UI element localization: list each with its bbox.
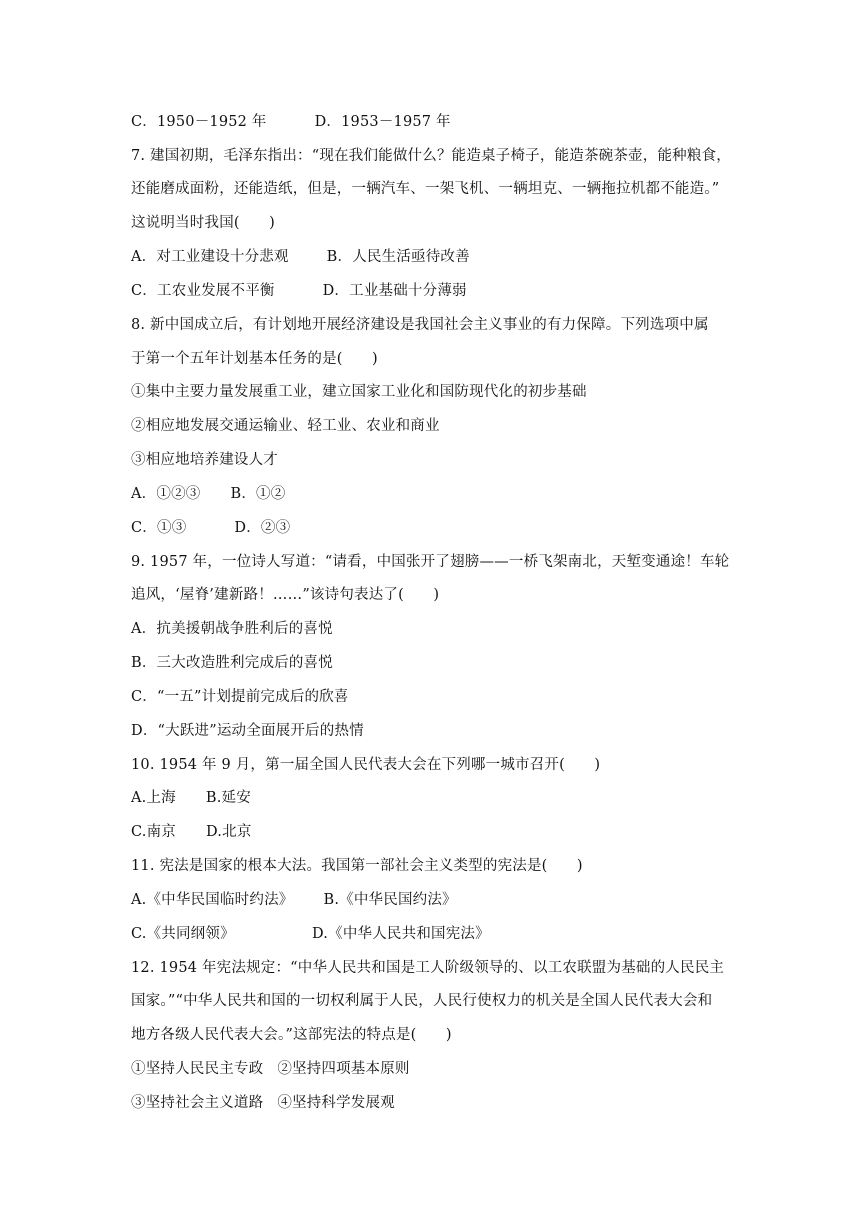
q7-option-d: D．工业基础十分薄弱 xyxy=(322,283,467,299)
q7-option-c: C．工农业发展不平衡 xyxy=(131,283,275,299)
q12-stem-line-1: 12. 1954 年宪法规定：“中华人民共和国是工人阶级领导的、以工农联盟为基础的人民民主 xyxy=(131,960,725,976)
q6-option-d: D．1953－1957 年 xyxy=(314,114,451,130)
q9-option-c: C．“一五”计划提前完成后的欣喜 xyxy=(131,689,349,705)
q7-option-a: A．对工业建设十分悲观 xyxy=(131,249,289,265)
q7-stem-line-3: 这说明当时我国( ) xyxy=(131,215,276,231)
q10-options-row-2 xyxy=(131,822,731,842)
q12-item-2: ②坚持四项基本原则 xyxy=(277,1061,410,1077)
q11-options-row-2 xyxy=(131,924,731,944)
q12-stem-line-2: 国家。”“中华人民共和国的一切权利属于人民，人民行使权力的机关是全国人民代表大会和 xyxy=(131,993,713,1009)
q12-items-row-1 xyxy=(131,1059,731,1079)
q8-options-row-2 xyxy=(131,518,731,538)
q8-option-a: A．①②③ xyxy=(131,486,201,502)
q9-option-d: D．“大跃进”运动全面展开后的热情 xyxy=(131,723,364,739)
q12-item-4: ④坚持科学发展观 xyxy=(277,1095,395,1111)
q12-item-1: ①坚持人民民主专政 xyxy=(131,1061,264,1077)
q7-stem-line-1: 7. 建国初期，毛泽东指出：“现在我们能做什么？能造桌子椅子，能造茶碗茶壶，能种粮食， xyxy=(131,148,731,164)
q11-option-c: C.《共同纲领》 xyxy=(131,926,235,942)
q11-option-d: D.《中华人民共和国宪法》 xyxy=(312,926,490,942)
q8-options-row-1 xyxy=(131,484,731,504)
q8-stem-line-1: 8. 新中国成立后，有计划地开展经济建设是我国社会主义事业的有力保障。下列选项中属 xyxy=(131,317,709,333)
q7-options-row-2 xyxy=(131,281,731,301)
q12-stem-line-3: 地方各级人民代表大会。”这部宪法的特点是( ) xyxy=(131,1027,452,1043)
q8-item-1: ①集中主要力量发展重工业，建立国家工业化和国防现代化的初步基础 xyxy=(131,384,587,400)
q11-stem: 11. 宪法是国家的根本大法。我国第一部社会主义类型的宪法是( ) xyxy=(131,858,583,874)
q7-stem-line-2: 还能磨成面粉，还能造纸，但是，一辆汽车、一架飞机、一辆坦克、一辆拖拉机都不能造。” xyxy=(131,181,720,197)
q6-option-c: C．1950－1952 年 xyxy=(131,114,267,130)
q8-stem-line-2: 于第一个五年计划基本任务的是( ) xyxy=(131,351,378,367)
q6-options-row-2 xyxy=(131,112,731,132)
q7-option-b: B．人民生活亟待改善 xyxy=(326,249,470,265)
q12-item-3: ③坚持社会主义道路 xyxy=(131,1095,264,1111)
q9-option-a: A．抗美援朝战争胜利后的喜悦 xyxy=(131,621,333,637)
q11-option-a: A.《中华民国临时约法》 xyxy=(131,892,294,908)
q8-option-c: C．①③ xyxy=(131,520,187,536)
q10-option-a: A.上海 xyxy=(131,790,176,806)
q8-option-d: D．②③ xyxy=(234,520,291,536)
q11-options-row-1 xyxy=(131,890,731,910)
q9-stem-line-1: 9. 1957 年，一位诗人写道：“请看，中国张开了翅膀——一桥飞架南北，天堑变通途！车轮 xyxy=(131,554,730,570)
q7-options-row-1 xyxy=(131,247,731,267)
q9-stem-line-2: 追风，‘屋脊’建新路！……”该诗句表达了( ) xyxy=(131,587,440,603)
q10-option-c: C.南京 xyxy=(131,824,176,840)
q8-item-2: ②相应地发展交通运输业、轻工业、农业和商业 xyxy=(131,418,440,434)
q12-items-row-2 xyxy=(131,1093,731,1113)
q10-option-d: D.北京 xyxy=(206,824,252,840)
q11-option-b: B.《中华民国约法》 xyxy=(323,892,457,908)
q10-options-row-1 xyxy=(131,788,731,808)
q9-option-b: B．三大改造胜利完成后的喜悦 xyxy=(131,655,333,671)
q8-option-b: B．①② xyxy=(230,486,286,502)
q10-option-b: B.延安 xyxy=(205,790,251,806)
q10-stem: 10. 1954 年 9 月，第一届全国人民代表大会在下列哪一城市召开( ) xyxy=(131,757,601,773)
q8-item-3: ③相应地培养建设人才 xyxy=(131,452,278,468)
